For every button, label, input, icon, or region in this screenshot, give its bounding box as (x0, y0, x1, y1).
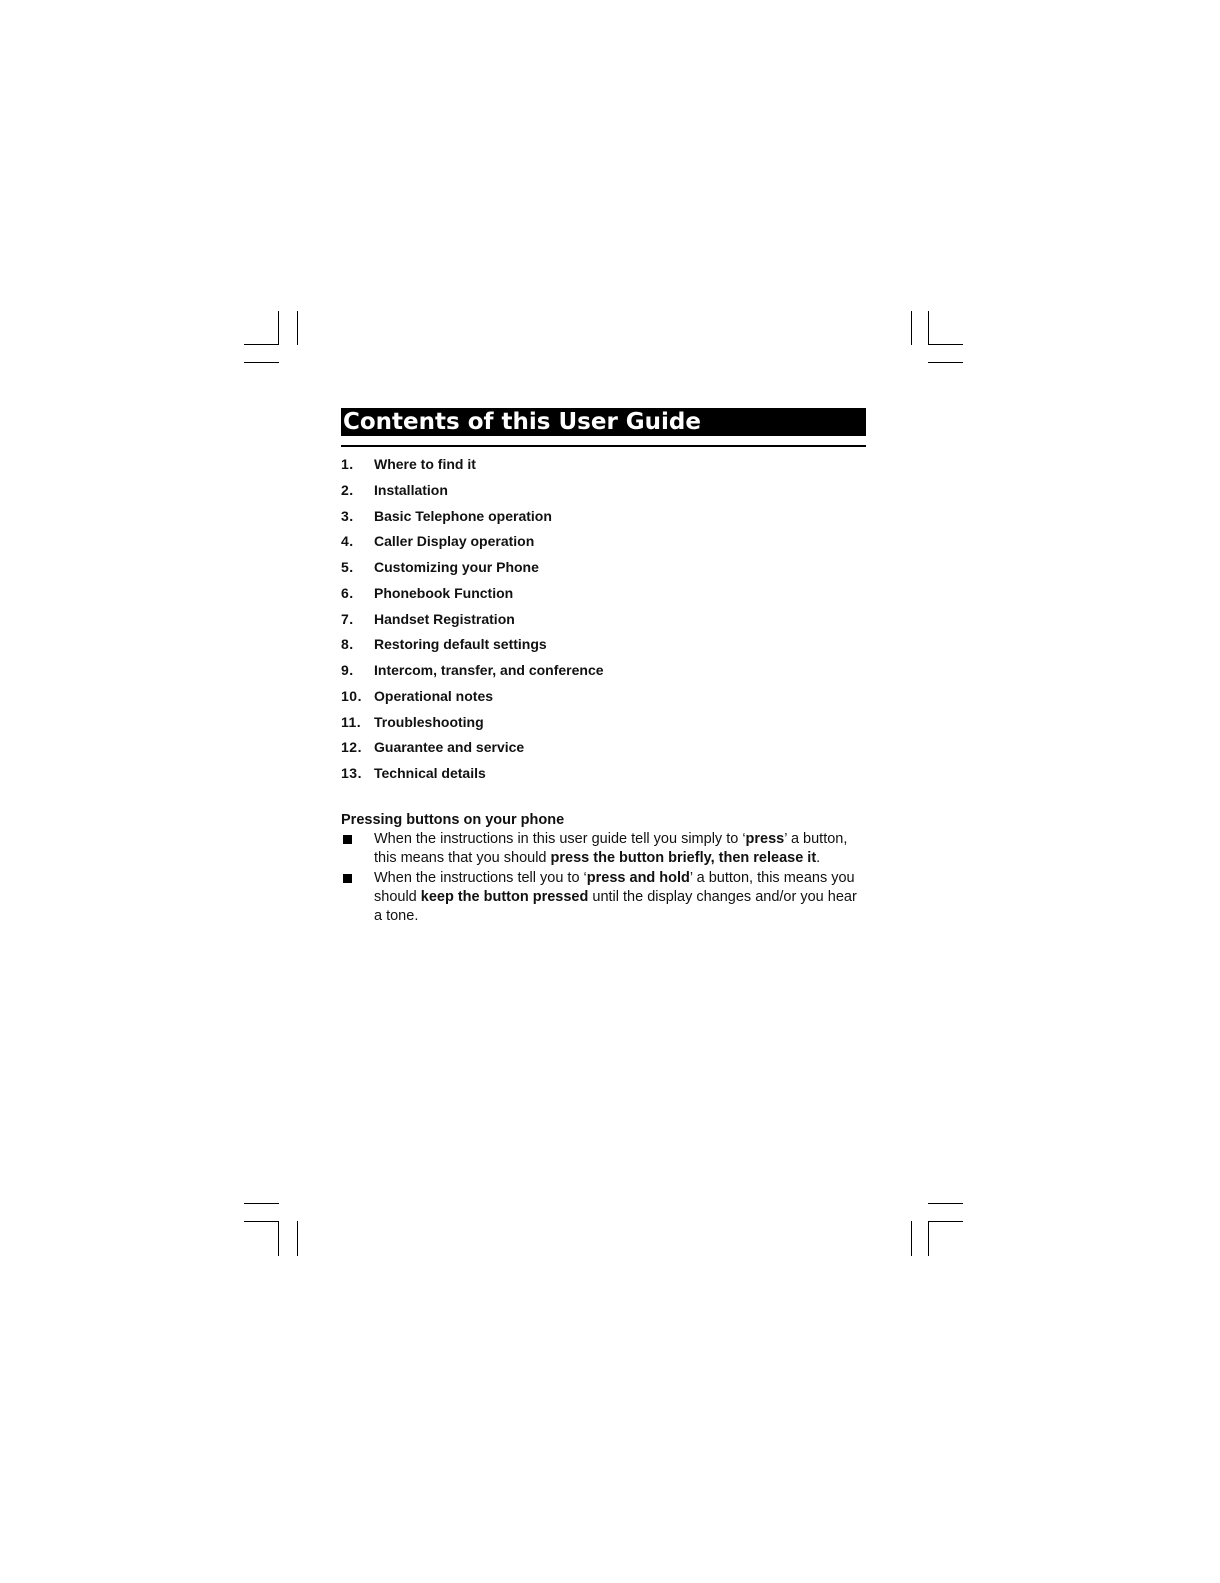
toc-number: 4. (341, 533, 354, 550)
toc-label: Guarantee and service (374, 739, 525, 756)
crop-mark (244, 1203, 279, 1204)
toc-label: Installation (374, 481, 448, 498)
toc-item (341, 761, 604, 787)
toc-label: Restoring default settings (374, 636, 547, 653)
toc-item (341, 710, 604, 736)
toc-number: 1. (341, 456, 354, 472)
toc-label: Where to find it (374, 456, 476, 472)
instruction-bullet (341, 830, 866, 868)
toc-number: 13. (341, 765, 362, 781)
crop-mark (928, 344, 963, 345)
square-bullet-icon (343, 874, 352, 883)
toc-label: Phonebook Function (374, 584, 514, 601)
crop-mark (244, 344, 279, 345)
toc-number: 10. (341, 687, 362, 704)
bullet-text: When the instructions in this user guide tell you simply to ‘ (374, 831, 746, 848)
toc-label: Customizing your Phone (374, 559, 539, 575)
toc-item (341, 504, 604, 530)
toc-label: Caller Display operation (374, 533, 535, 550)
crop-mark (911, 311, 912, 345)
bullet-text: When the instructions tell you to ‘ (374, 869, 587, 886)
toc-label: Intercom, transfer, and conference (374, 662, 604, 678)
toc-item (341, 684, 604, 710)
bullet-emphasis: press and hold (586, 869, 690, 886)
crop-mark (928, 311, 929, 345)
crop-mark (297, 1221, 298, 1256)
toc-number: 11. (341, 713, 362, 730)
instruction-bullet (341, 869, 866, 927)
toc-label: Basic Telephone operation (374, 507, 552, 524)
crop-mark (928, 1203, 963, 1204)
bullet-emphasis: press the button briefly, then release it (550, 850, 817, 867)
toc-item (341, 632, 604, 658)
bullet-emphasis: press (745, 831, 785, 848)
page-title: Contents of this User Guide (341, 408, 866, 436)
crop-mark (278, 311, 279, 345)
toc-number: 5. (341, 559, 354, 575)
toc-number: 9. (341, 662, 354, 678)
toc-number: 6. (341, 584, 354, 601)
bullet-text: ’ a button, this means you should (374, 869, 855, 905)
crop-mark (928, 362, 963, 363)
bullet-emphasis: keep the button pressed (420, 888, 589, 905)
crop-mark (928, 1221, 963, 1222)
toc-item (341, 735, 604, 761)
toc-item (341, 555, 604, 581)
crop-mark (244, 1221, 279, 1222)
toc-number: 3. (341, 507, 354, 524)
toc-label: Handset Registration (374, 610, 515, 627)
toc-number: 2. (341, 481, 354, 498)
crop-mark (911, 1221, 912, 1256)
toc-number: 8. (341, 636, 354, 653)
toc-item (341, 607, 604, 633)
toc-label: Troubleshooting (374, 713, 484, 730)
toc-label: Technical details (374, 765, 486, 781)
table-of-contents (341, 452, 604, 787)
button-instructions (341, 811, 866, 926)
title-rule (341, 445, 866, 447)
bullet-text: . (816, 850, 821, 867)
toc-label: Operational notes (374, 687, 494, 704)
toc-item (341, 658, 604, 684)
section-heading: Pressing buttons on your phone (341, 812, 565, 828)
toc-item (341, 581, 604, 607)
crop-mark (278, 1221, 279, 1256)
toc-number: 7. (341, 610, 354, 627)
crop-mark (928, 1221, 929, 1256)
bullet-text: ’ a button, this means that you should (374, 831, 848, 867)
square-bullet-icon (343, 835, 352, 844)
toc-item (341, 452, 604, 478)
bullet-text: until the display changes and/or you hear a tone. (374, 888, 857, 925)
crop-mark (297, 311, 298, 345)
crop-mark (244, 362, 279, 363)
toc-item (341, 478, 604, 504)
toc-number: 12. (341, 739, 362, 756)
toc-item (341, 529, 604, 555)
